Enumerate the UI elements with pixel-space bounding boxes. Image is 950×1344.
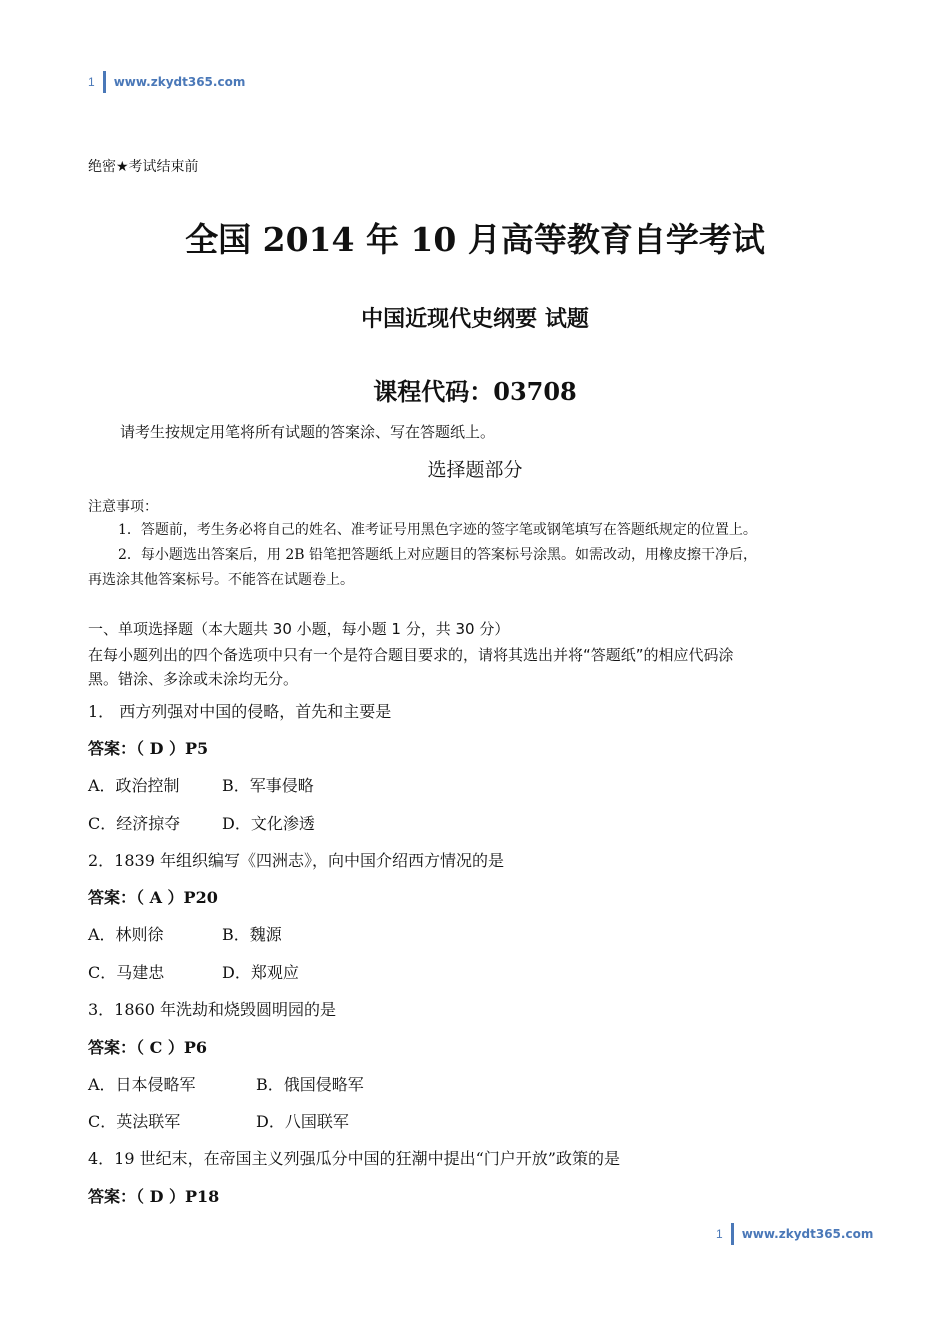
question-answer: 答案：（ C ）P6 bbox=[88, 1038, 208, 1057]
note-item-2: 2．每小题选出答案后，用 2B 铅笔把答题纸上对应题目的答案标号涂黑。如需改动，用橡皮擦干净后， bbox=[118, 547, 758, 563]
header-divider bbox=[103, 71, 106, 93]
exam-instruction: 请考生按规定用笔将所有试题的答案涂、写在答题纸上。 bbox=[120, 423, 496, 441]
question-text: 4．19 世纪末，在帝国主义列强瓜分中国的狂潮中提出“门户开放”政策的是 bbox=[88, 1149, 620, 1168]
option-b: B．军事侵略 bbox=[222, 776, 314, 795]
option-d: D．八国联军 bbox=[256, 1112, 349, 1131]
page-footer bbox=[716, 1223, 873, 1245]
option-a: A．日本侵略军 bbox=[88, 1075, 196, 1094]
question-answer: 答案：（ D ）P18 bbox=[88, 1187, 220, 1206]
page-title: 全国 2014 年 10 月高等教育自学考试 bbox=[185, 220, 765, 259]
footer-url: www.zkydt365.com bbox=[741, 1227, 874, 1241]
part-title: 选择题部分 bbox=[427, 459, 523, 481]
question-answer: 答案：（ D ）P5 bbox=[88, 739, 209, 758]
question-text: 2．1839 年组织编写《四洲志》，向中国介绍西方情况的是 bbox=[88, 851, 504, 870]
secret-label: 绝密★考试结束前 bbox=[88, 159, 199, 175]
option-c: C．经济掠夺 bbox=[88, 814, 181, 833]
note-item-1: 1．答题前，考生务必将自己的姓名、准考证号用黑色字迹的签字笔或钢笔填写在答题纸规定的位置上。 bbox=[118, 522, 757, 538]
option-b: B．俄国侵略军 bbox=[256, 1075, 364, 1094]
section-description: 在每小题列出的四个备选项中只有一个是符合题目要求的，请将其选出并将“答题纸”的相应代码涂 bbox=[88, 646, 734, 664]
question-text: 3．1860 年洗劫和烧毁圆明园的是 bbox=[88, 1000, 336, 1019]
option-b: B．魏源 bbox=[222, 925, 282, 944]
footer-divider bbox=[731, 1223, 734, 1245]
section-heading: 一、单项选择题（本大题共 30 小题，每小题 1 分，共 30 分） bbox=[88, 620, 510, 638]
exam-subtitle: 中国近现代史纲要 试题 bbox=[361, 307, 589, 332]
header-url: www.zkydt365.com bbox=[113, 75, 246, 89]
option-a: A．政治控制 bbox=[88, 776, 180, 795]
header-page-number: 1 bbox=[88, 75, 95, 89]
notes-heading: 注意事项： bbox=[88, 499, 158, 515]
question-answer: 答案：（ A ）P20 bbox=[88, 888, 218, 907]
option-d: D．文化渗透 bbox=[222, 814, 315, 833]
course-code: 课程代码：03708 bbox=[373, 377, 577, 406]
footer-page-number: 1 bbox=[716, 1227, 723, 1241]
option-a: A．林则徐 bbox=[88, 925, 164, 944]
note-item-2-cont: 再选涂其他答案标号。不能答在试题卷上。 bbox=[88, 572, 354, 588]
option-d: D．郑观应 bbox=[222, 963, 299, 982]
question-text: 1． 西方列强对中国的侵略，首先和主要是 bbox=[88, 702, 392, 721]
option-c: C．英法联军 bbox=[88, 1112, 181, 1131]
page-header bbox=[88, 71, 245, 93]
section-description-cont: 黑。错涂、多涂或未涂均无分。 bbox=[88, 670, 299, 688]
option-c: C．马建忠 bbox=[88, 963, 165, 982]
